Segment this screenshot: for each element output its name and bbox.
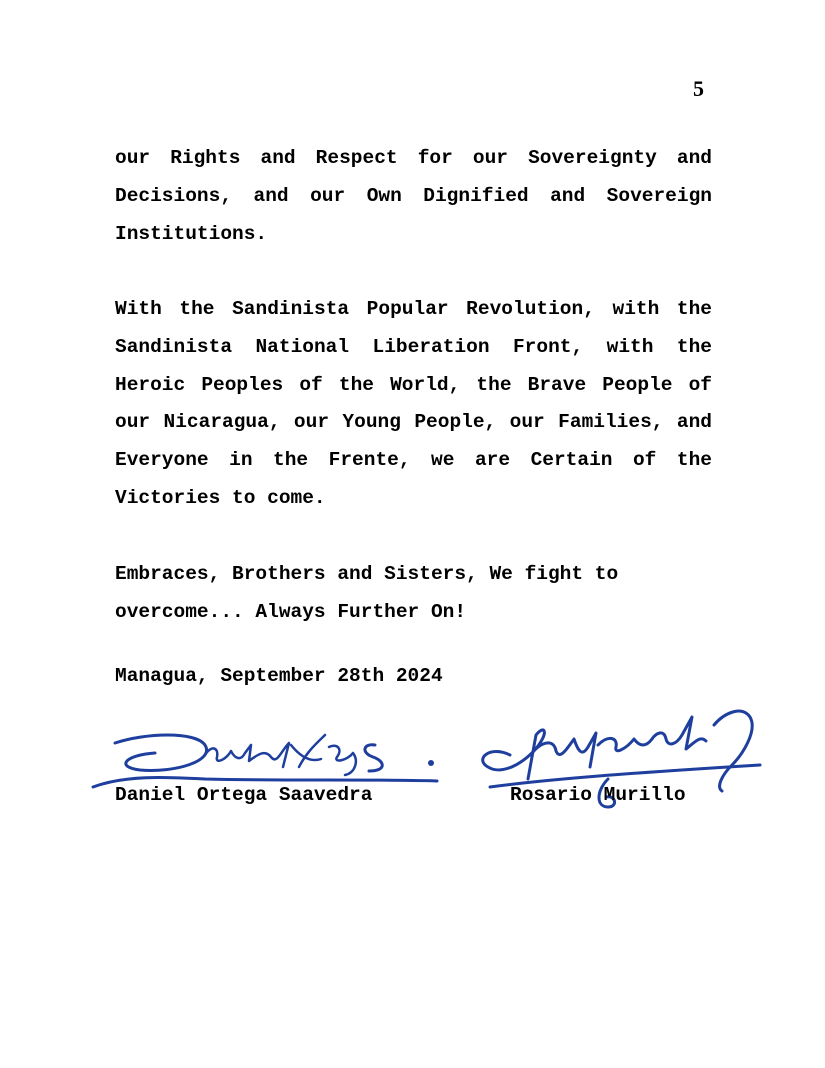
signatory-name-ortega: Daniel Ortega Saavedra xyxy=(115,784,373,806)
dateline: Managua, September 28th 2024 xyxy=(115,665,443,687)
paragraph-victories: With the Sandinista Popular Revolution, with the Sandinista National Liberation Front, with the Heroic Peoples of the World, the Brave People of our Nicaragua, our Young People, our Families, and Everyone in the Frente, we are Certain of the Victories to come. xyxy=(115,298,712,509)
paragraph-closing-embraces: Embraces, Brothers and Sisters, We fight to overcome... Always Further On! xyxy=(115,563,619,623)
paragraph-rights-sovereignty: our Rights and Respect for our Sovereignty and Decisions, and our Own Dignified and Sovereign Institutions. xyxy=(115,147,712,245)
signature-ortega-icon xyxy=(85,715,445,795)
page-number: 5 xyxy=(693,76,704,101)
signatory-name-murillo: Rosario Murillo xyxy=(510,784,686,806)
signature-murillo-icon xyxy=(470,695,770,830)
